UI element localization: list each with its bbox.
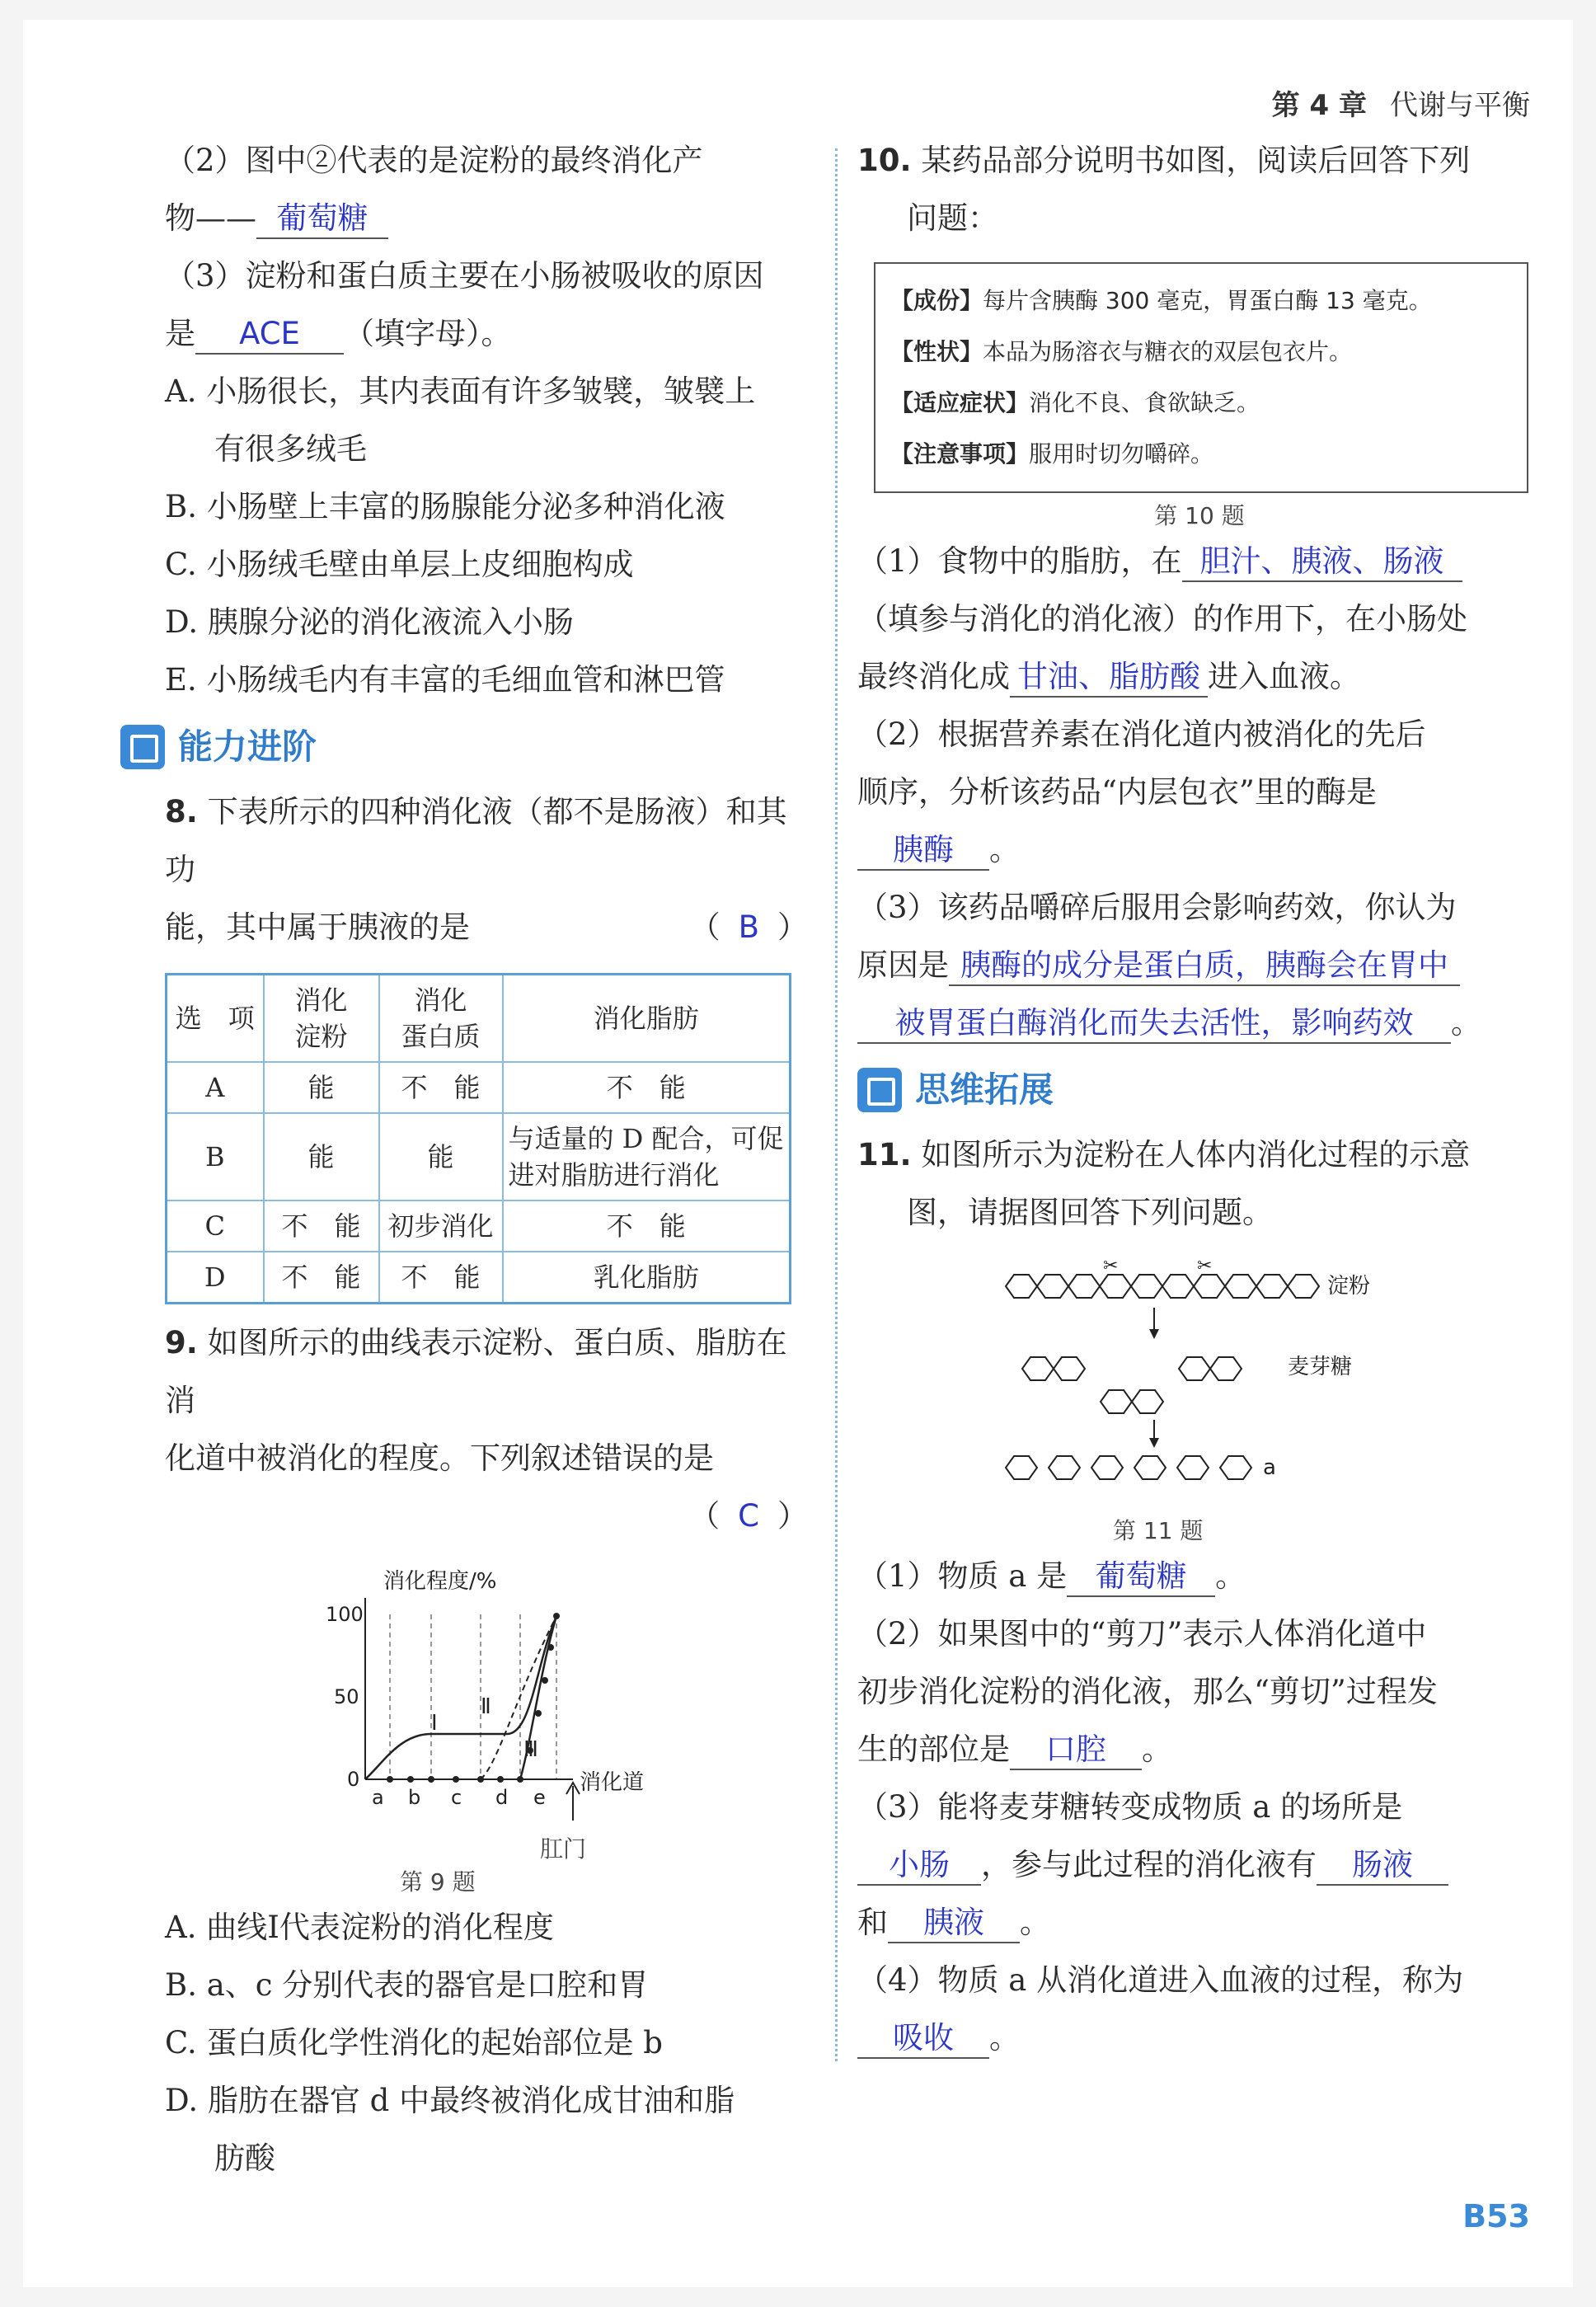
- q9-number: 9.: [165, 1325, 198, 1360]
- x-label-a: a: [372, 1786, 384, 1809]
- box-row-indications: [890, 378, 1512, 429]
- th-option: 选 项: [167, 975, 264, 1063]
- q10-1-line2: （填参与消化的消化液）的作用下，在小肠处: [857, 601, 1467, 637]
- x-label-c: c: [451, 1786, 462, 1809]
- q10-number: 10.: [857, 143, 912, 178]
- q7-3-line1: （3）淀粉和蛋白质主要在小肠被吸收的原因: [165, 258, 764, 294]
- q11-4-end: 。: [989, 2020, 1020, 2056]
- q10-1-answer-1: 胆汁、胰液、肠液: [1182, 543, 1462, 582]
- table-header-row: [167, 975, 791, 1063]
- paren-right: ）: [777, 1498, 808, 1534]
- paren-right: ）: [777, 909, 808, 945]
- q10-3-text: 原因是: [857, 947, 949, 983]
- q10-1-line3: [857, 648, 1542, 706]
- q7-option-c: C. 小肠绒毛壁由单层上皮细胞构成: [165, 547, 634, 582]
- q11-1-end: 。: [1215, 1558, 1246, 1594]
- cell: 不 能: [379, 1062, 503, 1113]
- th-protein: [379, 975, 503, 1063]
- th-starch: [264, 975, 379, 1063]
- box-value: 服用时切勿嚼碎。: [1029, 440, 1214, 468]
- q11-text: 如图所示为淀粉在人体内消化过程的示意: [921, 1137, 1471, 1172]
- q11-2-line3: [857, 1721, 1542, 1778]
- q7-3-answer: ACE: [195, 315, 344, 355]
- q9-option-a: A. 曲线Ⅰ代表淀粉的消化程度: [165, 1910, 554, 1945]
- th-fat: 消化脂肪: [503, 975, 791, 1063]
- curve-2: [481, 1616, 556, 1779]
- q9-caption: 第 9 题: [400, 1868, 476, 1896]
- chapter-title: 代谢与平衡: [1390, 89, 1530, 122]
- box-key: 【适应症状】: [890, 389, 1030, 416]
- q10-3-end: 。: [1451, 1005, 1481, 1041]
- box-row-properties: [890, 327, 1512, 378]
- page-header: [1272, 82, 1530, 123]
- chart-xlabel: 消化道: [580, 1770, 645, 1795]
- q11-3-and: 和: [857, 1905, 888, 1940]
- label-a: a: [1263, 1455, 1276, 1480]
- q10-line2: 问题：: [907, 200, 998, 236]
- q10-1-line1: [857, 533, 1542, 590]
- q11-line1: [857, 1126, 1542, 1184]
- q7-option-a: A. 小肠很长，其内表面有许多皱襞，皱襞上: [165, 374, 756, 409]
- paren-left: （: [689, 909, 721, 945]
- label-starch: 淀粉: [1327, 1274, 1371, 1299]
- table-row: [167, 1062, 791, 1113]
- q11-3-answer-2: 肠液: [1317, 1846, 1448, 1886]
- cell: 能: [264, 1113, 379, 1200]
- column-divider: [835, 148, 838, 2061]
- q8-number: 8.: [165, 794, 198, 829]
- q8-answer: B: [738, 909, 759, 945]
- q11-4-line2: [857, 2009, 1542, 2067]
- send-icon: [857, 1068, 902, 1112]
- cell: 与适量的 D 配合，可促进对脂肪进行消化: [503, 1113, 791, 1200]
- q8-answer-paren: [690, 899, 808, 956]
- cell: B: [167, 1113, 264, 1200]
- q10-2-answer: 胰酶: [857, 831, 989, 871]
- q10-caption: 第 10 题: [1154, 502, 1245, 529]
- x-label-d: d: [495, 1786, 509, 1809]
- y-tick-50: 50: [334, 1685, 359, 1708]
- q7-option-e: E. 小肠绒毛内有丰富的毛细血管和淋巴管: [165, 662, 725, 698]
- cell: 不 能: [379, 1252, 503, 1304]
- arrow-1-head: [1149, 1329, 1159, 1339]
- cell: 不 能: [264, 1200, 379, 1252]
- box-value: 消化不良、食欲缺乏。: [1029, 389, 1260, 416]
- q9-line2: 化道中被消化的程度。下列叙述错误的是: [165, 1440, 714, 1476]
- q11-3-answer-1: 小肠: [857, 1846, 981, 1886]
- section-thinking: [857, 1057, 1542, 1123]
- q10-1-text3: 最终消化成: [857, 659, 1010, 694]
- th-protein-b: 蛋白质: [401, 1021, 481, 1052]
- q11-3-line1: （3）能将麦芽糖转变成物质 a 的场所是: [857, 1789, 1403, 1825]
- q7-option-a-cont: 有很多绒毛: [214, 431, 367, 467]
- th-starch-a: 消化: [294, 984, 348, 1016]
- x-label-e: e: [533, 1786, 546, 1809]
- cell: 不 能: [503, 1200, 791, 1252]
- q11-1: [857, 1548, 1542, 1605]
- q8-line1: [165, 783, 808, 899]
- q10-3-answer-2: 被胃蛋白酶消化而失去活性，影响药效: [857, 1004, 1451, 1044]
- q11-3-text: ，参与此过程的消化液有: [981, 1847, 1317, 1882]
- cell: D: [167, 1252, 264, 1304]
- q10-text: 某药品部分说明书如图，阅读后回答下列: [921, 143, 1471, 178]
- q11-2-text: 生的部位是: [857, 1731, 1010, 1767]
- q10-3-answer-1: 胰酶的成分是蛋白质，胰酶会在胃中: [949, 947, 1460, 986]
- q9-figure: [293, 1565, 672, 1899]
- q9-answer-paren: [689, 1487, 808, 1545]
- scissors-icon: ✂: [1197, 1256, 1213, 1276]
- section-ability: [120, 714, 808, 780]
- cell: 能: [264, 1062, 379, 1113]
- q8-line2: [165, 899, 808, 956]
- box-value: 每片含胰酶 300 毫克，胃蛋白酶 13 毫克。: [983, 287, 1432, 314]
- section-title: 能力进阶: [178, 726, 317, 767]
- table-row: [167, 1113, 791, 1200]
- cell: 乳化脂肪: [503, 1252, 791, 1304]
- starch-chain: [1006, 1275, 1319, 1298]
- q7-2-answer: 葡萄糖: [256, 200, 388, 239]
- anus-label: 肛门: [540, 1835, 587, 1863]
- q9-option-d-cont: 肪酸: [214, 2140, 275, 2176]
- curve-label-1: Ⅰ: [431, 1711, 438, 1736]
- table-row: [167, 1200, 791, 1252]
- curve-label-3: Ⅲ: [523, 1737, 538, 1762]
- chapter-label: 第 4 章: [1271, 89, 1367, 122]
- q11-1-text: （1）物质 a 是: [857, 1558, 1068, 1594]
- q8-text2: 能，其中属于胰液的是: [165, 909, 470, 945]
- cell: 初步消化: [379, 1200, 503, 1252]
- q10-2-end: 。: [989, 832, 1020, 867]
- q11-caption: 第 11 题: [1113, 1517, 1204, 1544]
- section-title: 思维拓展: [915, 1069, 1054, 1110]
- y-tick-100: 100: [326, 1603, 364, 1626]
- q11-3-answer-3: 胰液: [888, 1904, 1020, 1943]
- label-maltose: 麦芽糖: [1288, 1355, 1353, 1379]
- q7-2-line2: [165, 190, 808, 247]
- glucose-molecules: [1006, 1456, 1251, 1479]
- q10-line1: [857, 132, 1542, 190]
- arrow-2-head: [1149, 1438, 1159, 1448]
- q9-option-c: C. 蛋白质化学性消化的起始部位是 b: [165, 2025, 663, 2060]
- chart-ylabel: 消化程度/%: [383, 1569, 497, 1594]
- cell: 不 能: [264, 1252, 379, 1304]
- box-key: 【性状】: [890, 338, 983, 365]
- q10-2-line1: （2）根据营养素在消化道内被消化的先后: [857, 717, 1426, 752]
- q7-option-d: D. 胰腺分泌的消化液流入小肠: [165, 604, 574, 640]
- q10-2-line2: 顺序，分析该药品“内层包衣”里的酶是: [857, 774, 1377, 810]
- left-column: [165, 132, 808, 2187]
- box-key: 【注意事项】: [890, 440, 1030, 468]
- q11-2-line1: （2）如果图中的“剪刀”表示人体消化道中: [857, 1616, 1427, 1652]
- q11-line2: 图，请据图回答下列问题。: [907, 1195, 1273, 1230]
- medicine-label-box: [874, 262, 1528, 493]
- q11-2-end: 。: [1142, 1731, 1172, 1767]
- q11-1-answer: 葡萄糖: [1067, 1558, 1215, 1597]
- y-tick-0: 0: [347, 1768, 360, 1791]
- q10-3-line3: [857, 994, 1542, 1052]
- q9-answer: C: [738, 1498, 759, 1534]
- q7-3-hint: （填字母）。: [344, 316, 512, 351]
- digestion-chart: [293, 1565, 672, 1829]
- q9-paren-line: [165, 1487, 808, 1545]
- box-row-notes: [890, 429, 1512, 480]
- box-key: 【成份】: [890, 287, 983, 314]
- cell: A: [167, 1062, 264, 1113]
- q11-2-answer: 口腔: [1010, 1731, 1142, 1770]
- q11-2-line2: 初步消化淀粉的消化液，那么“剪切”过程发: [857, 1674, 1438, 1709]
- q11-3-end: 。: [1020, 1905, 1050, 1940]
- q10-3-line2: [857, 937, 1542, 994]
- cell: 不 能: [503, 1062, 791, 1113]
- cell: C: [167, 1200, 264, 1252]
- q7-2-line1: （2）图中②代表的是淀粉的最终消化产: [165, 143, 703, 178]
- q9-line1: [165, 1314, 808, 1430]
- q9-option-d: D. 脂肪在器官 d 中最终被消化成甘油和脂: [165, 2083, 735, 2118]
- q11-3-line3: [857, 1894, 1542, 1952]
- q8-table: [165, 973, 791, 1304]
- q11-4-answer: 吸收: [857, 2019, 989, 2059]
- q7-3-line2: [165, 305, 808, 363]
- box-row-ingredients: [890, 275, 1512, 327]
- maltose-molecules: [1022, 1357, 1242, 1413]
- curve-label-2: Ⅱ: [481, 1694, 491, 1719]
- table-row: [167, 1252, 791, 1304]
- q10-1-text: （1）食物中的脂肪，在: [857, 543, 1182, 579]
- paren-left: （: [689, 1498, 721, 1534]
- q7-3-text: 是: [165, 316, 195, 351]
- q10-3-line1: （3）该药品嚼碎后服用会影响药效，你认为: [857, 890, 1457, 925]
- right-column: [857, 132, 1542, 2067]
- q9-option-b: B. a、c 分别代表的器官是口腔和胃: [165, 1967, 649, 2003]
- q11-figure: [998, 1253, 1426, 1548]
- scissors-icon: ✂: [1103, 1256, 1119, 1276]
- page-number: B53: [1462, 2198, 1530, 2234]
- q9-text: 如图所示的曲线表示淀粉、蛋白质、脂肪在消: [165, 1325, 787, 1418]
- q7-2-text: 物——: [165, 200, 256, 236]
- th-starch-b: 淀粉: [294, 1021, 348, 1052]
- box-value: 本品为肠溶衣与糖衣的双层包衣片。: [983, 338, 1353, 365]
- q10-1-answer-2: 甘油、脂肪酸: [1010, 658, 1208, 698]
- q7-option-b: B. 小肠壁上丰富的肠腺能分泌多种消化液: [165, 489, 725, 524]
- q11-4-line1: （4）物质 a 从消化道进入血液的过程，称为: [857, 1962, 1464, 1998]
- cell: 能: [379, 1113, 503, 1200]
- th-protein-a: 消化: [414, 984, 467, 1016]
- q8-text: 下表所示的四种消化液（都不是肠液）和其功: [165, 794, 787, 887]
- q11-3-line2: [857, 1836, 1542, 1894]
- q10-1-text4: 进入血液。: [1208, 659, 1360, 694]
- x-label-b: b: [408, 1786, 421, 1809]
- pencil-icon: [120, 725, 165, 769]
- q10-2-line3: [857, 821, 1542, 879]
- q11-number: 11.: [857, 1137, 912, 1172]
- starch-digestion-diagram: [998, 1253, 1426, 1501]
